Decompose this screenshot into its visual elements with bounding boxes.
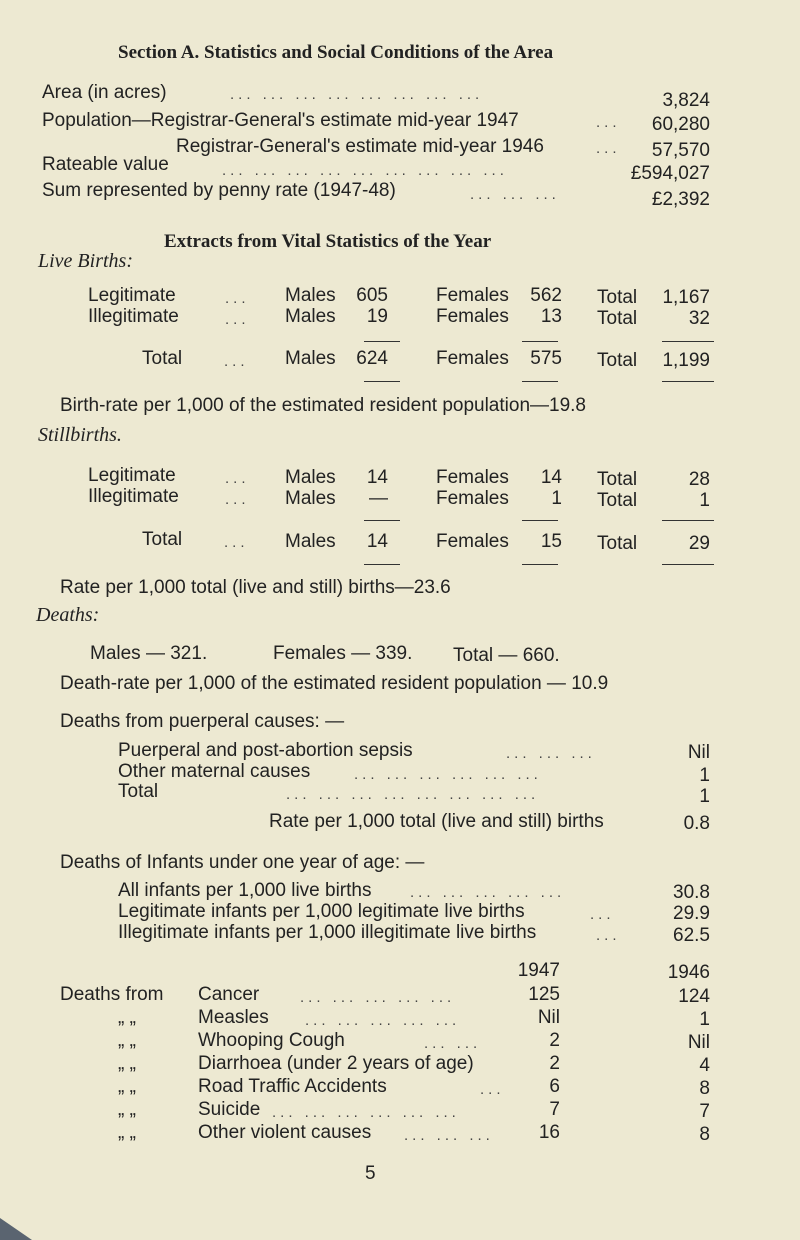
illegitimate-infants-value: 62.5 xyxy=(673,925,710,946)
total-value: 28 xyxy=(688,469,710,490)
cause-1947-value: 6 xyxy=(549,1076,560,1097)
divider xyxy=(662,520,714,521)
deaths-total: Total — 660. xyxy=(453,645,560,666)
total-label: Total xyxy=(597,287,638,308)
leader-dots: ... ... xyxy=(424,1035,482,1052)
divider xyxy=(662,381,714,382)
females-value: 1 xyxy=(551,488,562,509)
total-label: Total xyxy=(597,533,638,554)
total-value: 32 xyxy=(688,308,710,329)
females-value: 562 xyxy=(530,285,562,306)
cause-1946-value: 8 xyxy=(699,1124,710,1145)
leader-dots: ... xyxy=(596,140,621,157)
ditto-marks: „ „ xyxy=(118,1122,136,1143)
cause-label: Suicide xyxy=(198,1099,261,1120)
total-label: Total xyxy=(597,490,638,511)
cause-1947-value: 2 xyxy=(549,1030,560,1051)
row-label: Total xyxy=(142,348,183,369)
cause-1946-value: 124 xyxy=(678,986,710,1007)
population-label: Population—Registrar-General's estimate mid-year 1947 xyxy=(42,110,519,131)
males-value: 14 xyxy=(366,531,388,552)
females-value: 13 xyxy=(540,306,562,327)
females-label: Females xyxy=(436,531,509,552)
puerperal-sepsis-label: Puerperal and post-abortion sepsis xyxy=(118,740,413,761)
cause-1947-value: 125 xyxy=(528,984,560,1005)
leader-dots: ... xyxy=(480,1081,505,1098)
puerperal-total-value: 1 xyxy=(699,786,710,807)
all-infants-label: All infants per 1,000 live births xyxy=(118,880,372,901)
cause-1946-value: 1 xyxy=(699,1009,710,1030)
year-1946-header: 1946 xyxy=(667,962,710,983)
females-label: Females xyxy=(436,306,509,327)
row-label: Illegitimate xyxy=(88,306,179,327)
all-infants-value: 30.8 xyxy=(673,882,710,903)
population-1946-value: 57,570 xyxy=(651,140,710,161)
deaths-heading: Deaths: xyxy=(36,604,100,626)
cause-label: Road Traffic Accidents xyxy=(198,1076,387,1097)
cause-label: Other violent causes xyxy=(198,1122,372,1143)
rateable-value-label: Rateable value xyxy=(42,154,169,175)
leader-dots: ... ... ... ... ... ... ... ... ... xyxy=(222,162,508,179)
row-label: Illegitimate xyxy=(88,486,179,507)
cause-1946-value: 8 xyxy=(699,1078,710,1099)
cause-label: Cancer xyxy=(198,984,260,1005)
males-label: Males xyxy=(285,531,336,552)
cause-label: Whooping Cough xyxy=(198,1030,345,1051)
cause-label: Measles xyxy=(198,1007,269,1028)
leader-dots: ... xyxy=(225,290,250,307)
males-value: — xyxy=(369,488,388,509)
infants-heading: Deaths of Infants under one year of age: — xyxy=(60,852,425,873)
leader-dots: ... ... ... ... ... ... ... ... xyxy=(230,86,484,103)
cause-label: Diarrhoea (under 2 years of age) xyxy=(198,1053,474,1074)
leader-dots: ... xyxy=(224,534,249,551)
cause-1946-value: Nil xyxy=(687,1032,710,1053)
section-title: Section A. Statistics and Social Conditions of the Area xyxy=(118,42,554,63)
males-label: Males xyxy=(285,488,336,509)
females-label: Females xyxy=(436,285,509,306)
page-corner-shadow xyxy=(0,1218,32,1240)
leader-dots: ... ... ... xyxy=(506,745,596,762)
leader-dots: ... xyxy=(225,470,250,487)
legitimate-infants-value: 29.9 xyxy=(673,903,710,924)
males-value: 14 xyxy=(366,467,388,488)
males-label: Males xyxy=(285,306,336,327)
area-label: Area (in acres) xyxy=(42,82,167,103)
divider xyxy=(364,341,400,342)
ditto-marks: „ „ xyxy=(118,1030,136,1051)
puerperal-heading: Deaths from puerperal causes: — xyxy=(60,711,345,732)
penny-rate-value: £2,392 xyxy=(651,189,710,210)
leader-dots: ... ... ... ... ... xyxy=(305,1012,461,1029)
leader-dots: ... xyxy=(596,927,621,944)
divider xyxy=(522,564,558,565)
leader-dots: ... xyxy=(224,353,249,370)
other-maternal-value: 1 xyxy=(699,765,710,786)
cause-1947-value: 7 xyxy=(549,1099,560,1120)
females-value: 14 xyxy=(540,467,562,488)
total-value: 1,167 xyxy=(662,287,710,308)
leader-dots: ... xyxy=(596,114,621,131)
females-label: Females xyxy=(436,467,509,488)
total-value: 1 xyxy=(699,490,710,511)
cause-1946-value: 4 xyxy=(699,1055,710,1076)
puerperal-rate-value: 0.8 xyxy=(683,813,710,834)
ditto-marks: „ „ xyxy=(118,1099,136,1120)
live-births-heading: Live Births: xyxy=(38,250,133,272)
males-value: 19 xyxy=(366,306,388,327)
divider xyxy=(522,341,558,342)
total-label: Total xyxy=(597,350,638,371)
penny-rate-label: Sum represented by penny rate (1947-48) xyxy=(42,180,396,201)
leader-dots: ... ... ... ... ... ... ... ... xyxy=(286,786,540,803)
males-label: Males xyxy=(285,348,336,369)
leader-dots: ... ... ... ... ... xyxy=(300,989,456,1006)
legitimate-infants-label: Legitimate infants per 1,000 legitimate live births xyxy=(118,901,525,922)
deaths-from-label: Deaths from xyxy=(60,984,164,1005)
males-value: 605 xyxy=(356,285,388,306)
total-value: 1,199 xyxy=(662,350,710,371)
leader-dots: ... ... ... ... ... ... xyxy=(354,766,542,783)
divider xyxy=(522,520,558,521)
leader-dots: ... xyxy=(225,311,250,328)
other-maternal-label: Other maternal causes xyxy=(118,761,311,782)
males-label: Males xyxy=(285,467,336,488)
leader-dots: ... xyxy=(225,491,250,508)
males-label: Males xyxy=(285,285,336,306)
divider xyxy=(522,381,558,382)
leader-dots: ... ... ... ... ... xyxy=(410,884,566,901)
stillbirth-rate: Rate per 1,000 total (live and still) births—23.6 xyxy=(60,577,451,598)
females-value: 575 xyxy=(530,348,562,369)
leader-dots: ... xyxy=(590,906,615,923)
females-label: Females xyxy=(436,488,509,509)
deaths-males: Males — 321. xyxy=(90,643,208,664)
males-value: 624 xyxy=(356,348,388,369)
cause-1946-value: 7 xyxy=(699,1101,710,1122)
illegitimate-infants-label: Illegitimate infants per 1,000 illegitimate live births xyxy=(118,922,537,943)
puerperal-sepsis-value: Nil xyxy=(687,742,710,763)
leader-dots: ... ... ... ... ... ... xyxy=(272,1104,460,1121)
population-1946-label: Registrar-General's estimate mid-year 1946 xyxy=(176,136,544,157)
birth-rate: Birth-rate per 1,000 of the estimated resident population—19.8 xyxy=(60,395,586,416)
divider xyxy=(662,341,714,342)
year-1947-header: 1947 xyxy=(517,960,560,981)
death-rate: Death-rate per 1,000 of the estimated resident population — 10.9 xyxy=(60,673,609,694)
leader-dots: ... ... ... xyxy=(404,1127,494,1144)
ditto-marks: „ „ xyxy=(118,1053,136,1074)
divider xyxy=(364,520,400,521)
leader-dots: ... ... ... xyxy=(470,186,560,203)
page-number: 5 xyxy=(365,1163,376,1184)
cause-1947-value: 2 xyxy=(549,1053,560,1074)
ditto-marks: „ „ xyxy=(118,1076,136,1097)
total-label: Total xyxy=(597,308,638,329)
cause-1947-value: 16 xyxy=(538,1122,560,1143)
divider xyxy=(364,564,400,565)
row-label: Total xyxy=(142,529,183,550)
divider xyxy=(662,564,714,565)
area-value: 3,824 xyxy=(662,90,710,111)
deaths-females: Females — 339. xyxy=(273,643,413,664)
puerperal-rate-label: Rate per 1,000 total (live and still) births xyxy=(269,811,604,832)
total-label: Total xyxy=(597,469,638,490)
females-value: 15 xyxy=(540,531,562,552)
row-label: Legitimate xyxy=(88,285,176,306)
divider xyxy=(364,381,400,382)
puerperal-total-label: Total xyxy=(118,781,159,802)
rateable-value: £594,027 xyxy=(630,163,710,184)
females-label: Females xyxy=(436,348,509,369)
row-label: Legitimate xyxy=(88,465,176,486)
ditto-marks: „ „ xyxy=(118,1007,136,1028)
extracts-title: Extracts from Vital Statistics of the Year xyxy=(164,231,492,252)
cause-1947-value: Nil xyxy=(537,1007,560,1028)
stillbirths-heading: Stillbirths. xyxy=(38,424,122,446)
population-1947-value: 60,280 xyxy=(651,114,710,135)
total-value: 29 xyxy=(688,533,710,554)
